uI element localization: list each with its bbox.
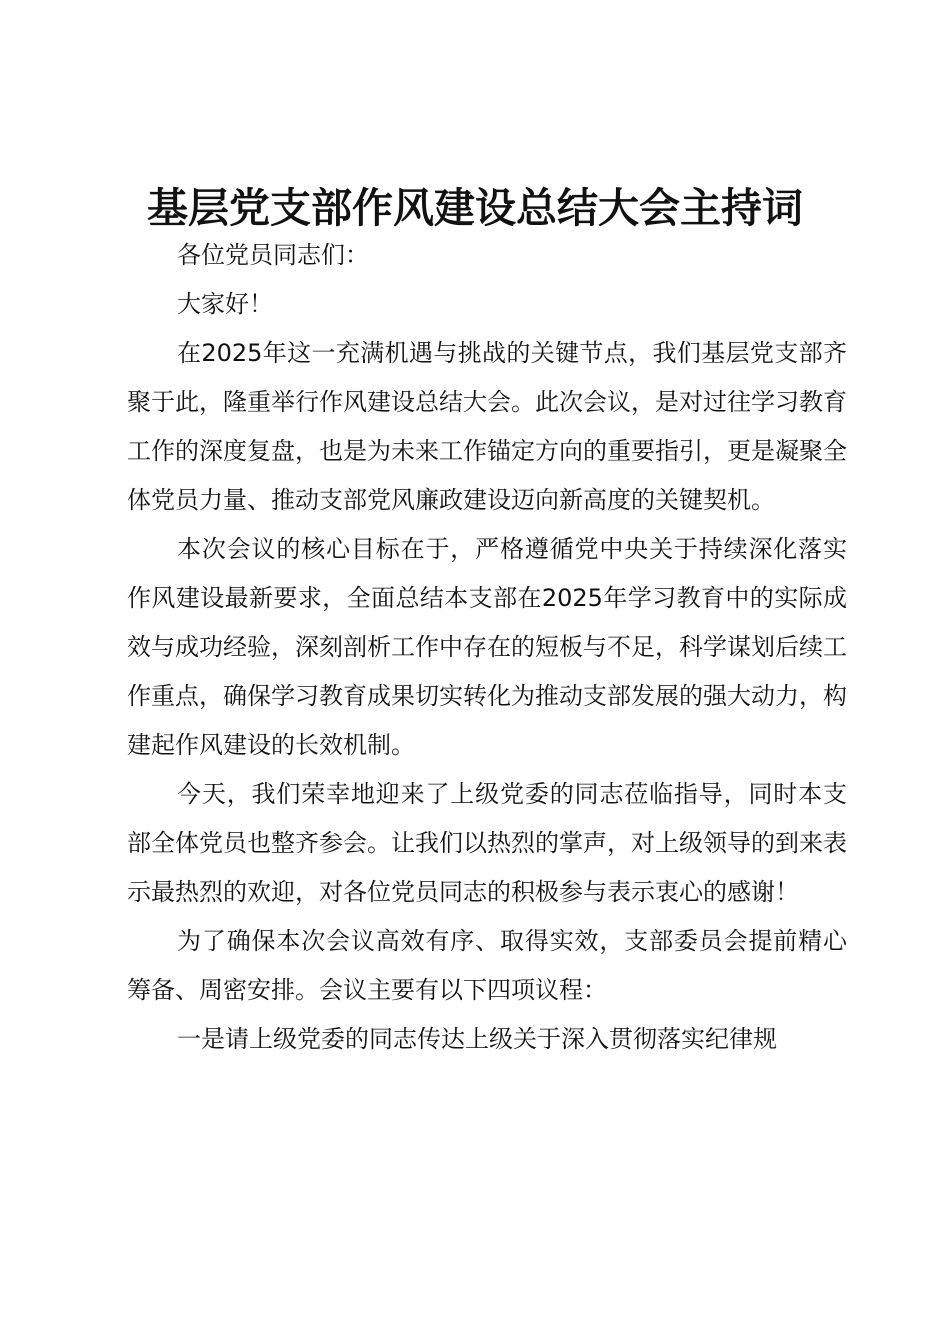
body-paragraph: 为了确保本次会议高效有序、取得实效，支部委员会提前精心筹备、周密安排。会议主要有以下四项议程： (127, 927, 847, 1004)
body-paragraph: 今天，我们荣幸地迎来了上级党委的同志莅临指导，同时本支部全体党员也整齐参会。让我们以热烈的掌声，对上级领导的到来表示最热烈的欢迎，对各位党员同志的积极参与表示衷心的感谢！ (127, 780, 847, 906)
document-title: 基层党支部作风建设总结大会主持词 (147, 184, 803, 232)
salutation-paragraph: 各位党员同志们： (177, 241, 369, 269)
document-body (127, 231, 847, 1064)
body-paragraph: 本次会议的核心目标在于，严格遵循党中央关于持续深化落实作风建设最新要求，全面总结本支部在2025年学习教育中的实际成效与成功经验，深刻剖析工作中存在的短板与不足，科学谋划后续工作重点，确保学习教育成果切实转化为推动支部发展的强大动力，构建起作风建设的长效机制。 (127, 535, 847, 759)
greeting-paragraph: 大家好！ (177, 290, 273, 318)
body-paragraph: 在2025年这一充满机遇与挑战的关键节点，我们基层党支部齐聚于此，隆重举行作风建设总结大会。此次会议，是对过往学习教育工作的深度复盘，也是为未来工作锚定方向的重要指引，更是凝聚全体党员力量、推动支部党风廉政建设迈向新高度的关键契机。 (127, 339, 847, 514)
body-paragraph: 一是请上级党委的同志传达上级关于深入贯彻落实纪律规 (177, 1025, 777, 1053)
